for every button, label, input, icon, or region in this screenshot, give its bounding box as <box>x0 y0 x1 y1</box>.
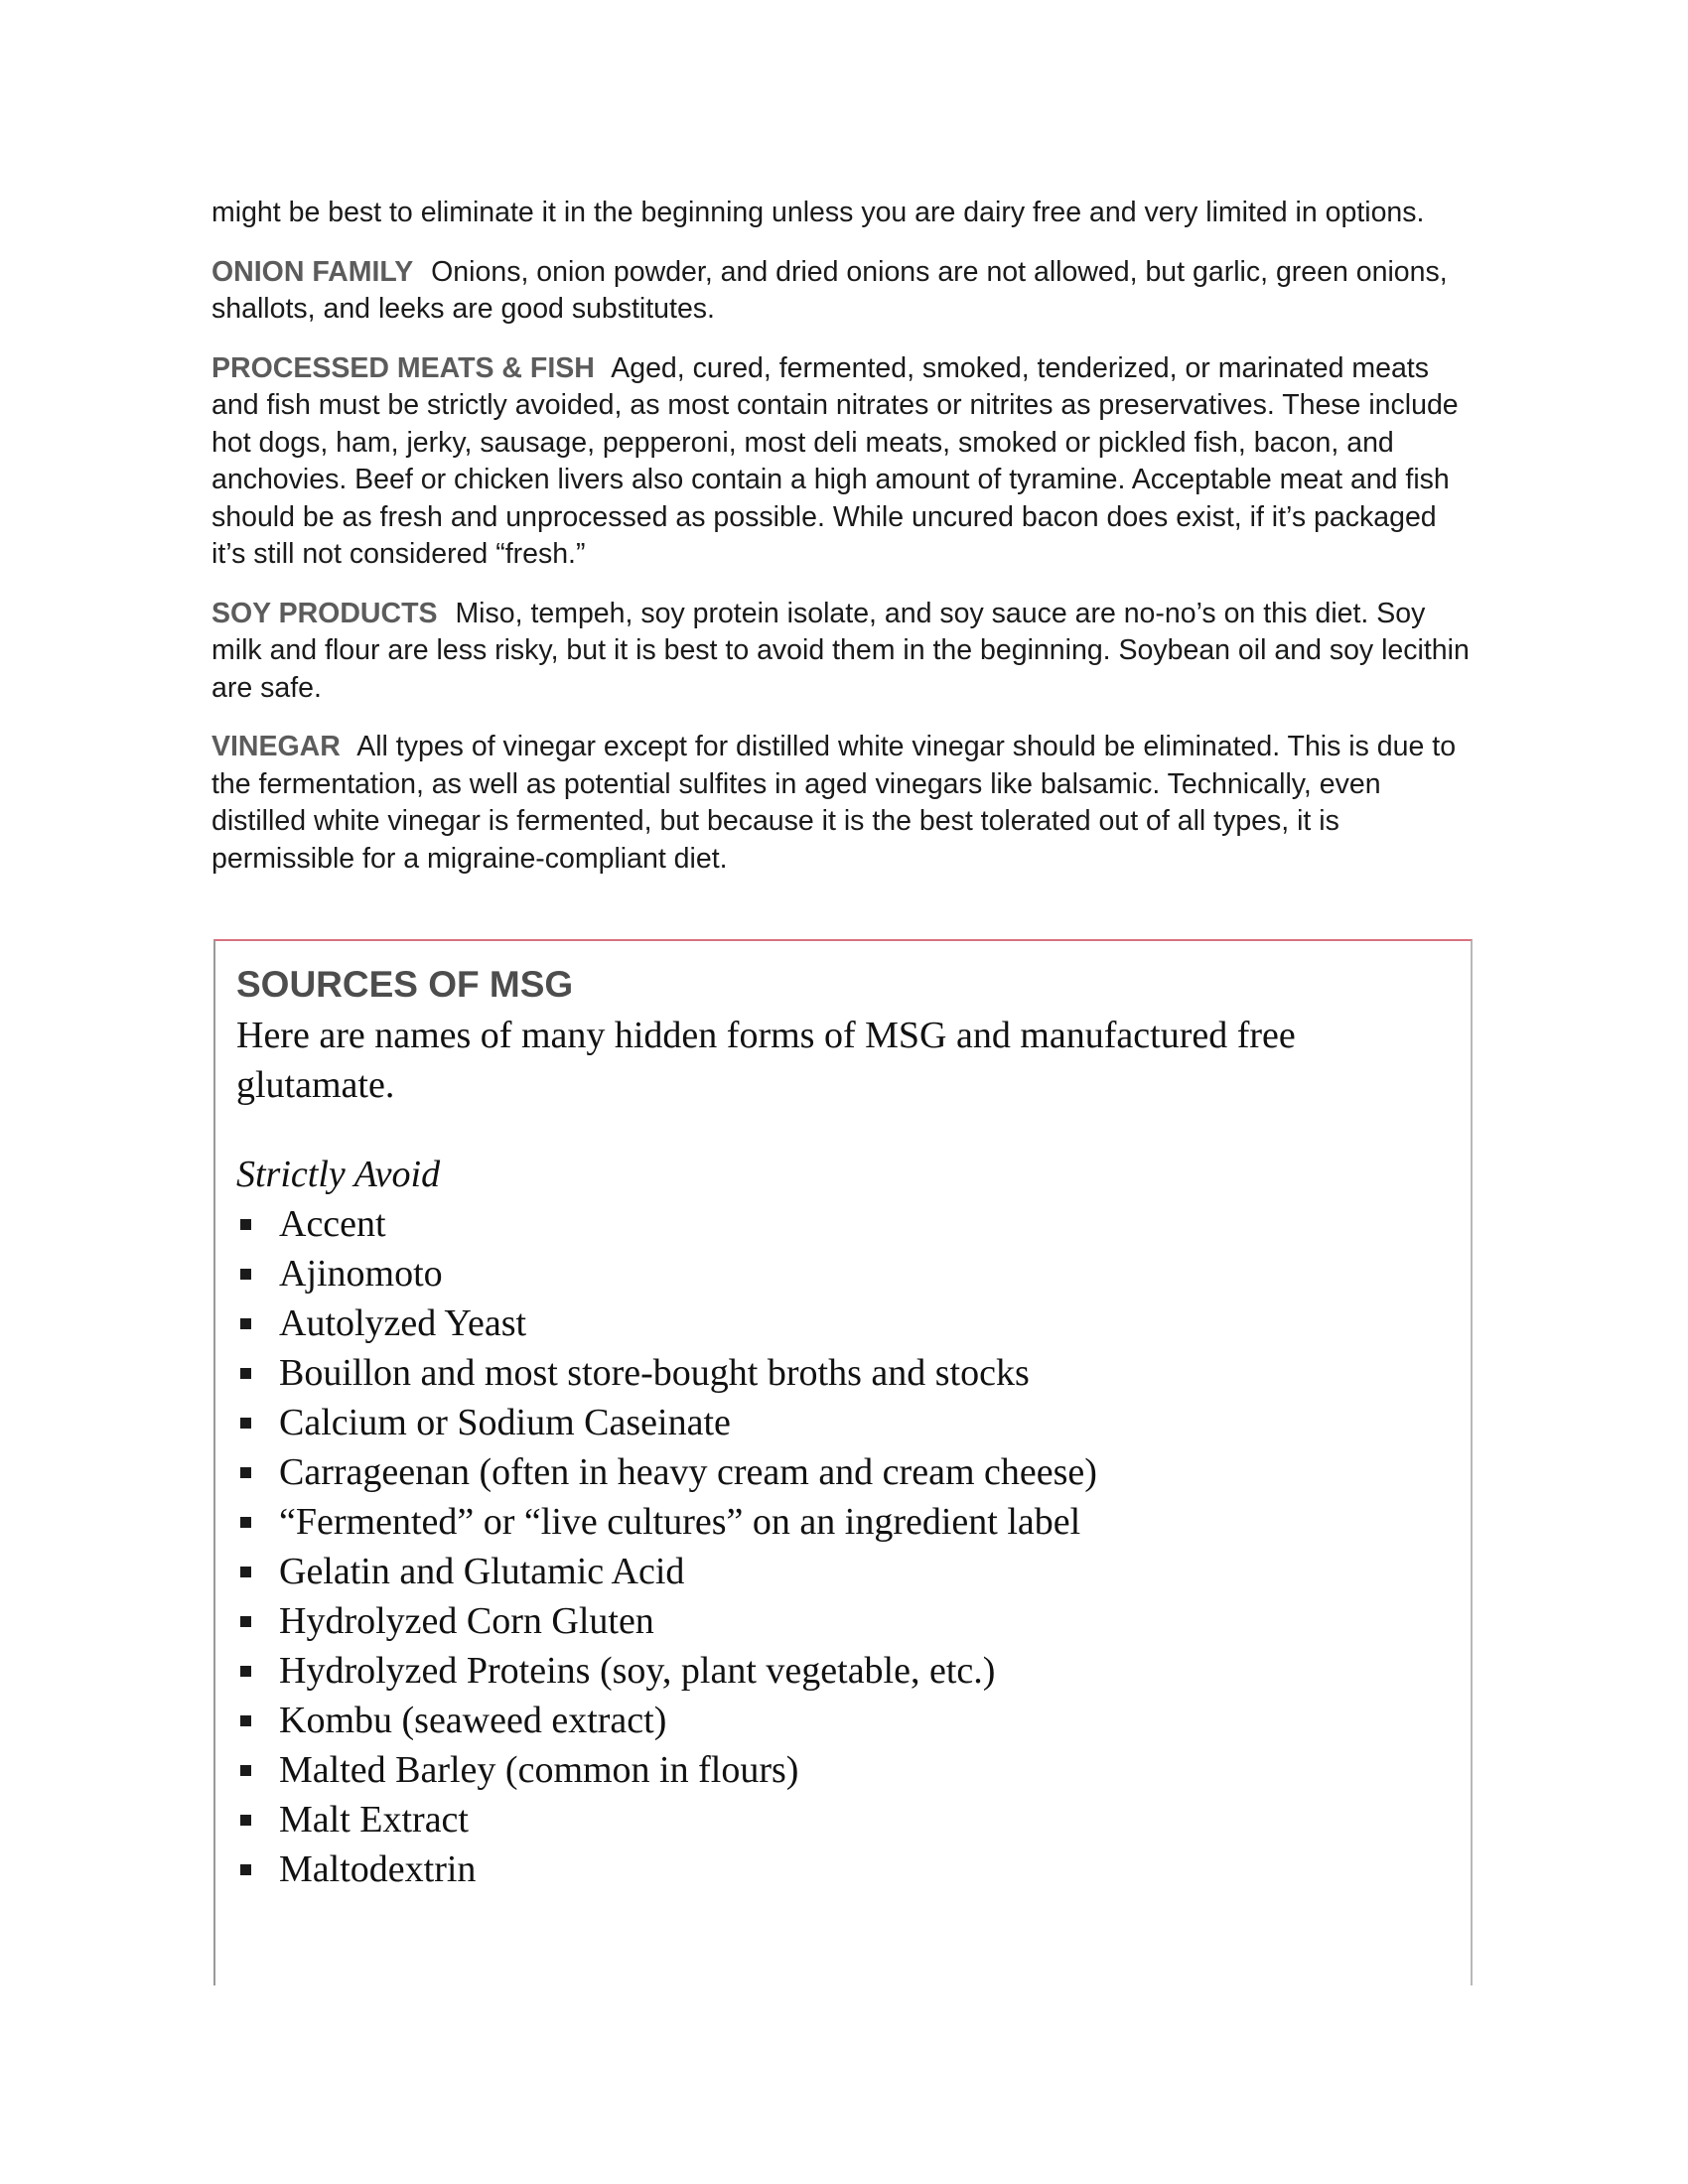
list-item: Kombu (seaweed extract) <box>236 1696 1441 1745</box>
square-bullet-icon <box>240 1567 251 1577</box>
square-bullet-icon <box>240 1269 251 1280</box>
paragraph-soy-products <box>211 596 1477 708</box>
paragraph-dairy-continued <box>211 195 1477 232</box>
paragraph-vinegar <box>211 729 1477 878</box>
list-item: Malted Barley (common in flours) <box>236 1745 1441 1795</box>
section-lead-soy-products: SOY PRODUCTS <box>211 597 438 629</box>
paragraph-processed-meats <box>211 350 1477 574</box>
list-item: Accent <box>236 1199 1441 1249</box>
paragraph-text: Miso, tempeh, soy protein isolate, and soy sauce are no-no’s on this diet. Soy milk and flour are less risky, but it is best to avoid them in the beginning. Soybean oil and soy lecithin are safe. <box>211 597 1470 704</box>
square-bullet-icon <box>240 1666 251 1677</box>
list-item: Carrageenan (often in heavy cream and cream cheese) <box>236 1447 1441 1497</box>
msg-box-subheading: Strictly Avoid <box>236 1154 441 1195</box>
square-bullet-icon <box>240 1765 251 1776</box>
msg-box-title: SOURCES OF MSG <box>236 964 574 1005</box>
square-bullet-icon <box>240 1715 251 1726</box>
section-lead-vinegar: VINEGAR <box>211 731 341 762</box>
msg-sources-box <box>213 939 1473 1985</box>
section-lead-processed-meats: PROCESSED MEATS & FISH <box>211 351 595 384</box>
square-bullet-icon <box>240 1815 251 1826</box>
list-item: “Fermented” or “live cultures” on an ingredient label <box>236 1497 1441 1547</box>
paragraph-onion-family <box>211 254 1477 329</box>
list-item: Calcium or Sodium Caseinate <box>236 1398 1441 1447</box>
msg-box-content <box>236 963 1441 1894</box>
paragraph-text: All types of vinegar except for distilled white vinegar should be eliminated. This is due to the fermentation, as well as potential sulfites in aged vinegars like balsamic. Technically, even distilled white vinegar is fermented, but because it is the best tolerated out of all types, it is permissible for a migraine-compliant diet. <box>211 731 1457 875</box>
square-bullet-icon <box>240 1418 251 1429</box>
document-body <box>211 195 1477 899</box>
list-item: Hydrolyzed Corn Gluten <box>236 1596 1441 1646</box>
list-item: Gelatin and Glutamic Acid <box>236 1547 1441 1596</box>
msg-box-intro: Here are names of many hidden forms of MSG and manufactured free glutamate. <box>236 1015 1296 1106</box>
list-item: Malt Extract <box>236 1795 1441 1844</box>
list-item: Bouillon and most store-bought broths and stocks <box>236 1348 1441 1398</box>
square-bullet-icon <box>240 1467 251 1478</box>
section-lead-onion-family: ONION FAMILY <box>211 255 414 288</box>
msg-avoid-list <box>236 1199 1441 1894</box>
square-bullet-icon <box>240 1616 251 1627</box>
square-bullet-icon <box>240 1517 251 1528</box>
square-bullet-icon <box>240 1219 251 1230</box>
square-bullet-icon <box>240 1864 251 1875</box>
list-item: Hydrolyzed Proteins (soy, plant vegetable, etc.) <box>236 1646 1441 1696</box>
list-item: Autolyzed Yeast <box>236 1298 1441 1348</box>
square-bullet-icon <box>240 1318 251 1329</box>
paragraph-text: Aged, cured, fermented, smoked, tenderized, or marinated meats and fish must be strictly avoided, as most contain nitrates or nitrites as preservatives. These include hot dogs, ham, jerky, sausage, pepperoni, most deli meats, smoked or pickled fish, bacon, and anchovies. Beef or chicken livers also contain a high amount of tyramine. Acceptable meat and fish should be as fresh and unprocessed as possible. While uncured bacon does exist, if it’s packaged it’s still not considered “fresh.” <box>211 351 1459 570</box>
list-item: Maltodextrin <box>236 1844 1441 1894</box>
paragraph-text: might be best to eliminate it in the beginning unless you are dairy free and very limited in options. <box>211 197 1425 228</box>
square-bullet-icon <box>240 1368 251 1379</box>
list-item: Ajinomoto <box>236 1249 1441 1298</box>
paragraph-text: Onions, onion powder, and dried onions are not allowed, but garlic, green onions, shallots, and leeks are good substitutes. <box>211 255 1448 325</box>
